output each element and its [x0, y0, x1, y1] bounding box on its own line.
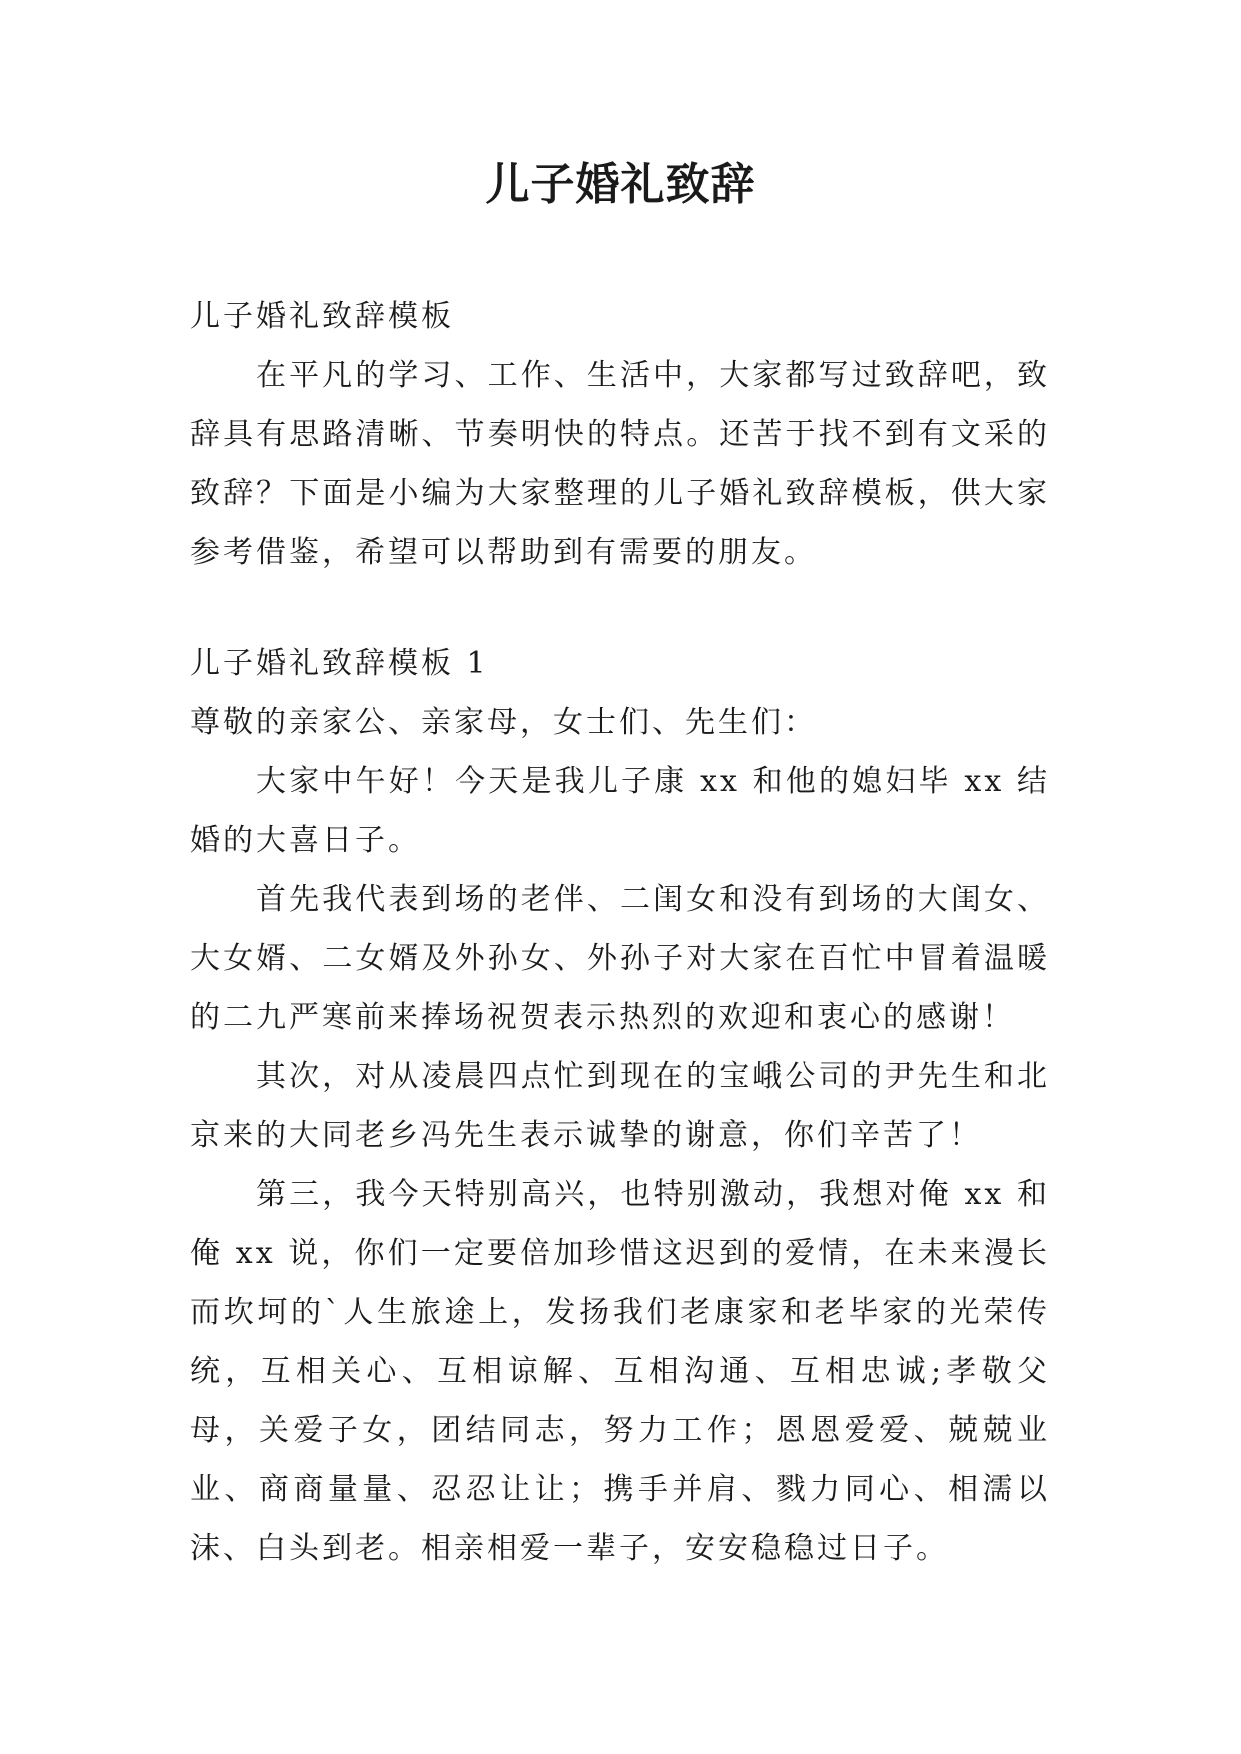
paragraph-greeting: 大家中午好！今天是我儿子康 xx 和他的媳妇毕 xx 结婚的大喜日子。 — [190, 764, 1050, 858]
section-spacer — [190, 582, 1050, 634]
salutation: 尊敬的亲家公、亲家母，女士们、先生们： — [190, 705, 817, 740]
intro-paragraph: 在平凡的学习、工作、生活中，大家都写过致辞吧，致辞具有思路清晰、节奏明快的特点。还苦于找不到有文采的致辞？下面是小编为大家整理的儿子婚礼致辞模板，供大家参考借鉴，希望可以帮助到有需要的朋友。 — [190, 358, 1050, 570]
paragraph-thanks-helpers: 其次，对从凌晨四点忙到现在的宝峨公司的尹先生和北京来的大同老乡冯先生表示诚挚的谢意，你们辛苦了！ — [190, 1059, 1050, 1153]
paragraph-wishes: 第三，我今天特别高兴，也特别激动，我想对俺 xx 和俺 xx 说，你们一定要倍加珍惜这迟到的爱情，在未来漫长而坎坷的`人生旅途上，发扬我们老康家和老毕家的光荣传统，互相关心、互相谅解、互相沟通、互相忠诚;孝敬父母，关爱子女，团结同志，努力工作；恩恩爱爱、兢兢业业、商商量量、忍忍让让；携手并肩、戮力同心、相濡以沫、白头到老。相亲相爱一辈子，安安稳稳过日子。 — [190, 1177, 1050, 1566]
document-title: 儿子婚礼致辞 — [485, 159, 756, 210]
document-body — [190, 287, 1050, 1578]
subtitle: 儿子婚礼致辞模板 — [190, 299, 454, 334]
paragraph-thanks-guests: 首先我代表到场的老伴、二闺女和没有到场的大闺女、大女婿、二女婿及外孙女、外孙子对大家在百忙中冒着温暖的二九严寒前来捧场祝贺表示热烈的欢迎和衷心的感谢！ — [190, 882, 1050, 1035]
section-heading: 儿子婚礼致辞模板 1 — [190, 646, 489, 681]
